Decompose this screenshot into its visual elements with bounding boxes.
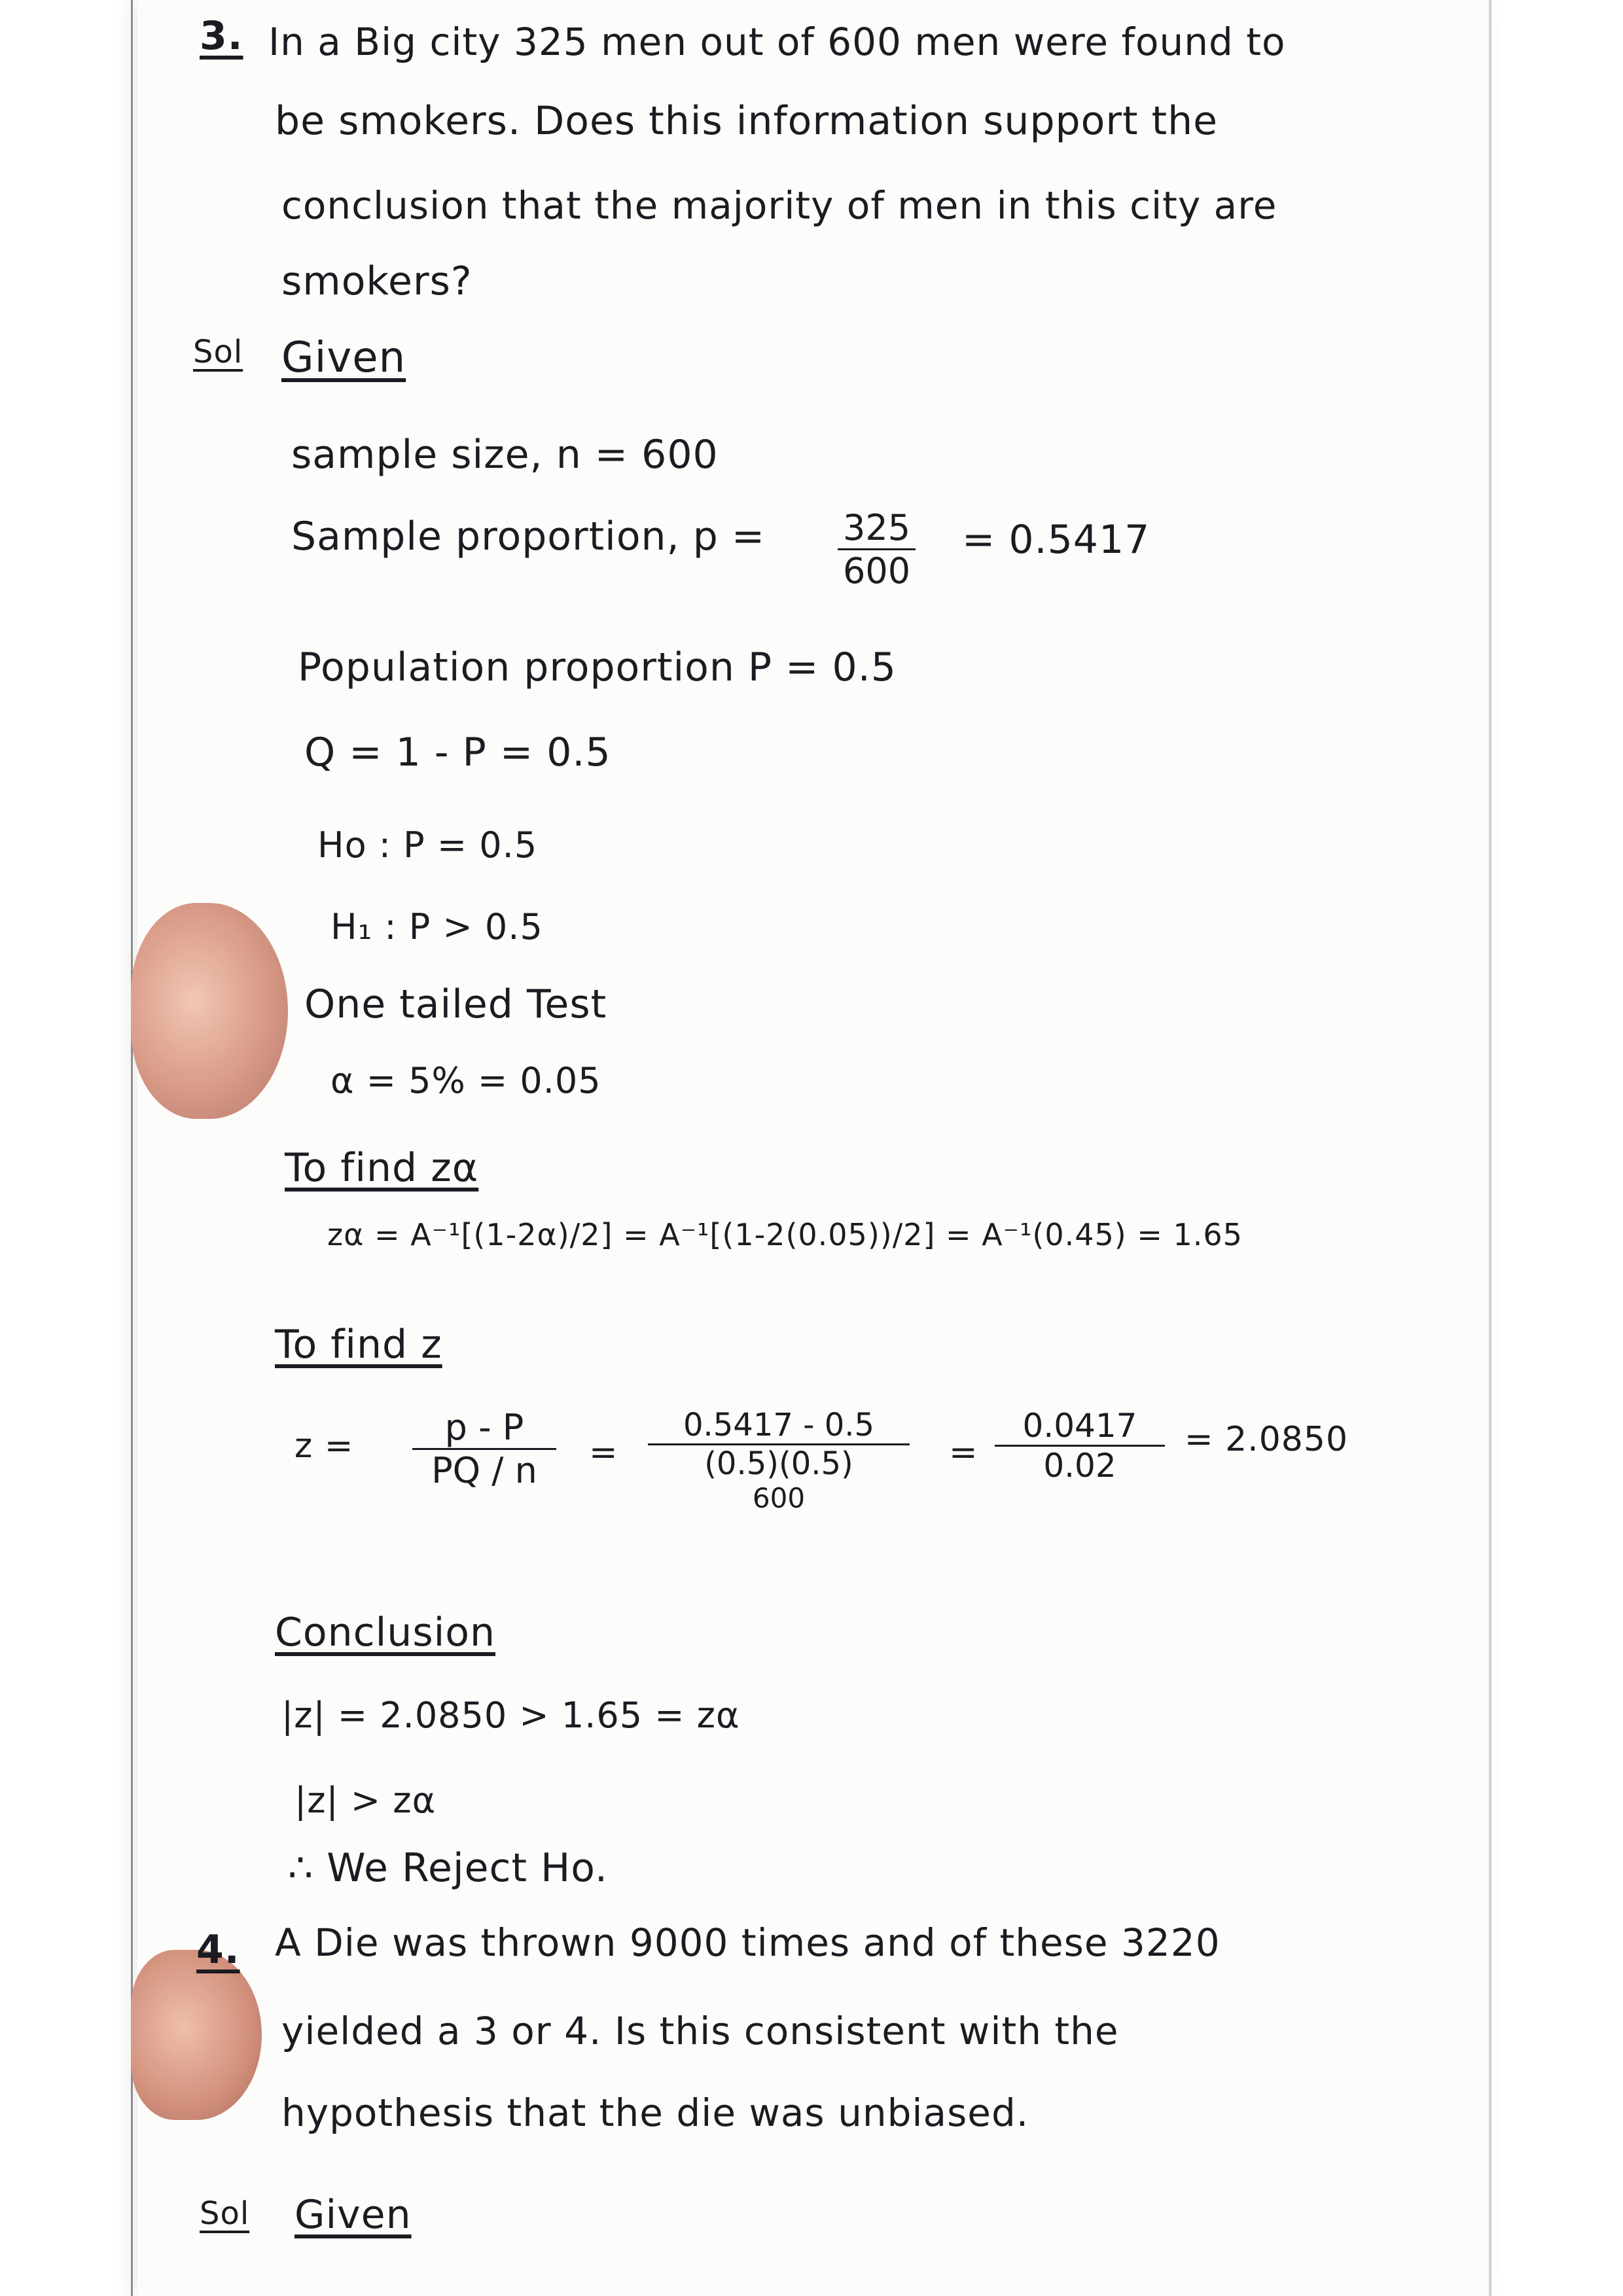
z-result: = 2.0850 bbox=[1185, 1420, 1349, 1459]
question-4-number: 4. bbox=[196, 1927, 240, 1973]
z-fraction-2 bbox=[648, 1407, 910, 1514]
question-4-line-3: hypothesis that the die was unbiased. bbox=[281, 2091, 1029, 2135]
alpha-value: α = 5% = 0.05 bbox=[330, 1060, 601, 1101]
z-numerator-3: 0.0417 bbox=[995, 1407, 1165, 1447]
conclusion-line-2: |z| > zα bbox=[294, 1780, 437, 1821]
z-denominator-2a: (0.5)(0.5) bbox=[704, 1445, 853, 1482]
solution-4-given: Given bbox=[294, 2192, 412, 2238]
z-fraction-1 bbox=[412, 1407, 556, 1491]
margin-line bbox=[131, 0, 133, 2296]
question-4-line-1: A Die was thrown 9000 times and of these 3220 bbox=[275, 1920, 1221, 1965]
question-3-line-2: be smokers. Does this information support the bbox=[275, 98, 1219, 144]
z-denominator-3: 0.02 bbox=[1043, 1447, 1116, 1485]
solution-3-given: Given bbox=[281, 334, 406, 382]
thumb-finger-image bbox=[131, 903, 288, 1119]
test-type: One tailed Test bbox=[304, 981, 607, 1027]
z-numerator-1: p - P bbox=[412, 1407, 556, 1450]
find-z-alpha-heading: To find zα bbox=[285, 1145, 479, 1191]
finger-image bbox=[131, 1950, 262, 2120]
alternative-hypothesis: H₁ : P > 0.5 bbox=[330, 906, 543, 947]
sample-proportion-denominator: 600 bbox=[843, 550, 911, 592]
equals-sign-3: = bbox=[949, 1433, 978, 1472]
conclusion-heading: Conclusion bbox=[275, 1610, 495, 1655]
population-proportion: Population proportion P = 0.5 bbox=[298, 645, 897, 690]
q-value: Q = 1 - P = 0.5 bbox=[304, 730, 611, 775]
solution-4-label: Sol bbox=[200, 2195, 250, 2232]
z-label: z = bbox=[294, 1426, 354, 1466]
sample-proportion-fraction bbox=[838, 507, 916, 592]
page-edge bbox=[1489, 0, 1491, 2296]
null-hypothesis: Ho : P = 0.5 bbox=[317, 824, 538, 866]
z-denominator-2b: 600 bbox=[752, 1482, 806, 1514]
conclusion-line-1: |z| = 2.0850 > 1.65 = zα bbox=[281, 1695, 740, 1736]
z-denominator-1: PQ / n bbox=[431, 1450, 537, 1491]
question-3-number: 3. bbox=[200, 13, 243, 59]
question-3-line-1: In a Big city 325 men out of 600 men were found to bbox=[268, 20, 1286, 64]
question-3-line-3: conclusion that the majority of men in this city are bbox=[281, 183, 1277, 228]
z-fraction-3 bbox=[995, 1407, 1165, 1485]
question-4-line-2: yielded a 3 or 4. Is this consistent with the bbox=[281, 2009, 1119, 2053]
conclusion-line-3: ∴ We Reject Ho. bbox=[288, 1845, 608, 1891]
equals-sign-2: = bbox=[589, 1433, 618, 1472]
sample-proportion-numerator: 325 bbox=[838, 507, 916, 550]
solution-3-label: Sol bbox=[193, 334, 243, 370]
sample-size: sample size, n = 600 bbox=[291, 432, 719, 478]
find-z-heading: To find z bbox=[275, 1322, 442, 1368]
sample-proportion-label: Sample proportion, p = bbox=[291, 514, 766, 559]
z-alpha-computation: zα = A⁻¹[(1-2α)/2] = A⁻¹[(1-2(0.05))/2] = A⁻¹(0.45) = 1.65 bbox=[327, 1217, 1243, 1252]
sample-proportion-value: = 0.5417 bbox=[962, 517, 1150, 563]
z-numerator-2: 0.5417 - 0.5 bbox=[648, 1407, 910, 1445]
question-3-line-4: smokers? bbox=[281, 258, 473, 304]
